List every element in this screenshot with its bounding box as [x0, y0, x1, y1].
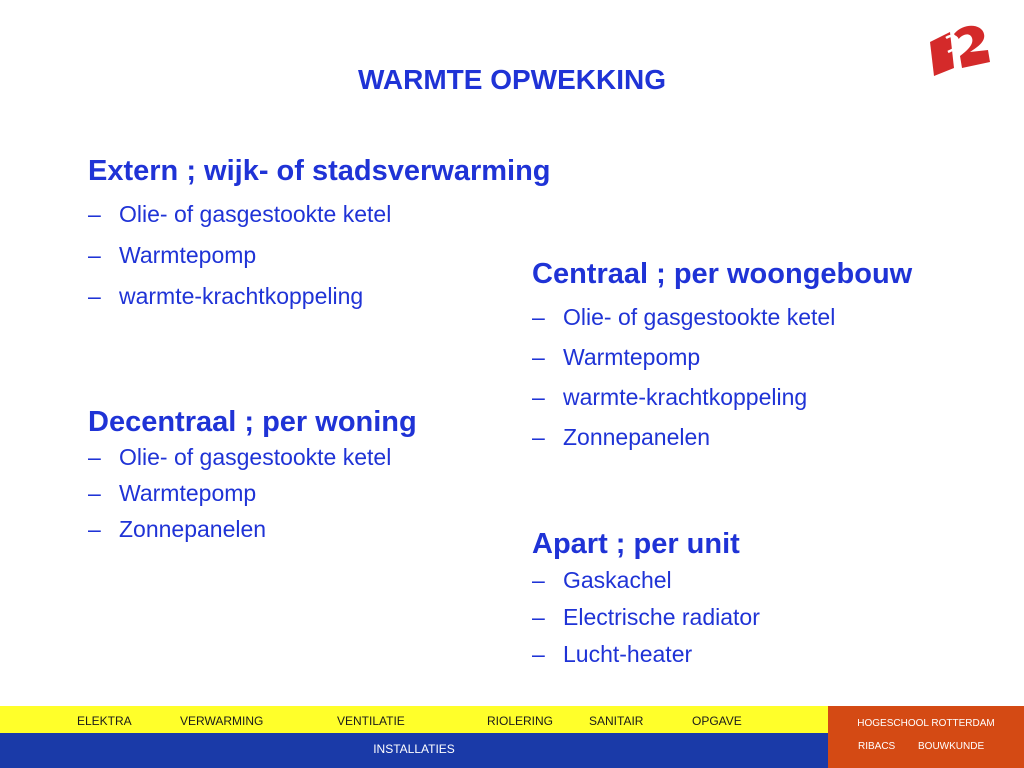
footer-subtitle: INSTALLATIES: [373, 742, 455, 756]
list-item: – Warmtepomp: [88, 480, 257, 506]
section-centraal: [532, 257, 912, 451]
list-item: – Warmtepomp: [88, 242, 257, 268]
bullet-list: [532, 567, 760, 668]
list-item: – Gaskachel: [532, 567, 672, 593]
nav-link-verwarming[interactable]: VERWARMING: [180, 714, 264, 728]
nav-link-opgave[interactable]: OPGAVE: [692, 714, 742, 728]
list-item: – Warmtepomp: [532, 344, 701, 370]
list-item: – Zonnepanelen: [88, 516, 267, 542]
nav-link-ventilatie[interactable]: VENTILATIE: [337, 714, 405, 728]
list-item: – warmte-krachtkoppeling: [88, 283, 364, 309]
nav-link-sanitair[interactable]: SANITAIR: [589, 714, 644, 728]
section-heading: Decentraal ; per woning: [88, 406, 417, 438]
list-item: – Olie- of gasgestookte ketel: [88, 444, 392, 470]
bullet-list: [88, 201, 551, 310]
section-heading: Apart ; per unit: [532, 528, 740, 560]
bullet-list: [88, 444, 417, 543]
section-heading: Extern ; wijk- of stadsverwarming: [88, 155, 551, 187]
list-item: – Olie- of gasgestookte ketel: [88, 201, 392, 227]
slide-title: WARMTE OPWEKKING: [358, 64, 666, 95]
hogeschool-logo-icon: [924, 20, 996, 82]
section-extern: [88, 154, 551, 310]
list-item: – Electrische radiator: [532, 604, 760, 630]
org-dept-bouwkunde: BOUWKUNDE: [918, 741, 985, 752]
org-name: HOGESCHOOL ROTTERDAM: [857, 718, 995, 729]
list-item: – Olie- of gasgestookte ketel: [532, 304, 836, 330]
section-heading: Centraal ; per woongebouw: [532, 258, 913, 290]
nav-link-riolering[interactable]: RIOLERING: [487, 714, 554, 728]
nav-link-elektra[interactable]: ELEKTRA: [77, 714, 132, 728]
list-item: – Zonnepanelen: [532, 424, 711, 450]
list-item: – Lucht-heater: [532, 641, 693, 667]
bullet-list: [532, 304, 912, 451]
list-item: – warmte-krachtkoppeling: [532, 384, 808, 410]
section-decentraal: [88, 405, 417, 543]
footer-org-block: [828, 706, 1024, 768]
org-dept-ribacs: RIBACS: [858, 741, 896, 752]
section-apart: [532, 527, 760, 668]
